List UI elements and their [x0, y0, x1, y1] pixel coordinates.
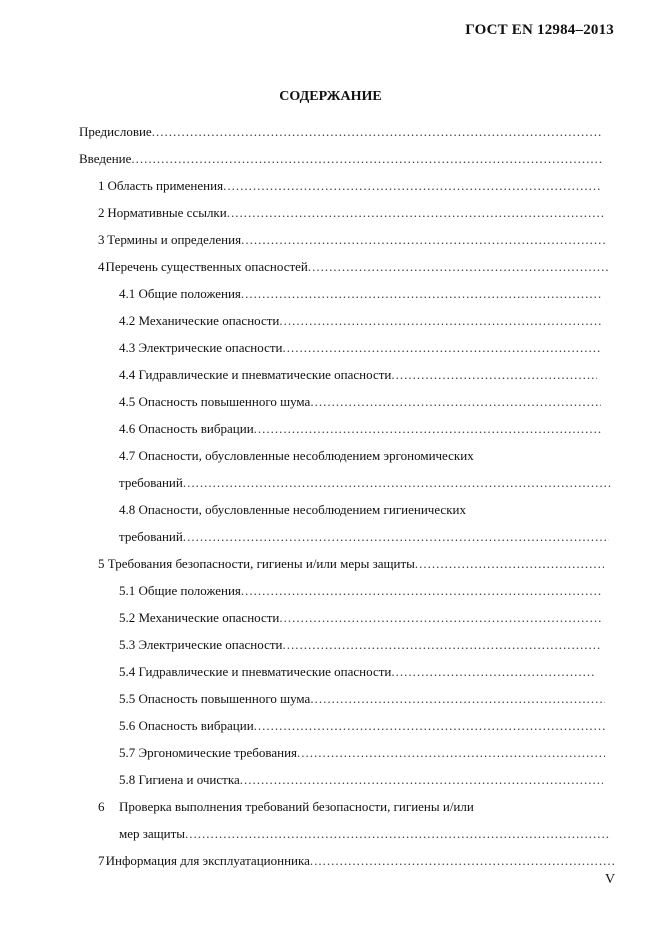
toc-leader-dots	[183, 523, 609, 550]
page-number: V	[605, 872, 616, 887]
toc-leader-dots	[310, 685, 605, 712]
toc-entry-section-6[interactable]	[98, 793, 578, 820]
toc-entry-text: Требования безопасности, гигиены и/или меры защиты	[104, 556, 415, 571]
toc-entry-text: 5.5 Опасность повышенного шума	[119, 691, 311, 706]
toc-entry-text: 5.6 Опасность вибрации	[119, 718, 254, 733]
toc-entry-text: 4.4 Гидравлические и пневматические опасности	[119, 367, 392, 382]
toc-leader-dots	[283, 631, 602, 658]
toc-leader-dots	[240, 766, 603, 793]
toc-section-number: 7	[98, 853, 105, 868]
toc-leader-dots	[241, 577, 601, 604]
toc-entry-subsection[interactable]	[119, 712, 605, 739]
toc-leader-dots	[223, 172, 602, 199]
toc-entry-subsection[interactable]	[119, 388, 601, 415]
toc-leader-dots	[297, 739, 605, 766]
toc-leader-dots	[254, 712, 605, 739]
toc-leader-dots	[308, 253, 608, 280]
toc-entry-subsection[interactable]	[119, 739, 605, 766]
toc-entry-introduction[interactable]	[79, 145, 602, 172]
toc-entry-subsection-continued[interactable]	[119, 469, 611, 496]
toc-entry-section-3[interactable]	[98, 226, 606, 253]
toc-entry-text: 5.2 Механические опасности	[119, 610, 280, 625]
toc-section-number: 6	[98, 799, 105, 814]
toc-leader-dots	[185, 820, 611, 847]
toc-entry-subsection[interactable]	[119, 334, 601, 361]
toc-leader-dots	[152, 118, 602, 145]
toc-entry-text: 4.6 Опасность вибрации	[119, 421, 254, 436]
toc-entry-section-7[interactable]	[98, 847, 614, 874]
toc-entry-subsection[interactable]	[119, 307, 601, 334]
toc-entry-subsection[interactable]	[119, 442, 569, 469]
toc-leader-dots	[415, 550, 604, 577]
toc-entry-text: требований	[119, 529, 183, 544]
toc-leader-dots	[241, 226, 606, 253]
toc-entry-text: 4.1 Общие положения	[119, 286, 241, 301]
toc-entry-section-2[interactable]	[98, 199, 604, 226]
toc-entry-subsection-continued[interactable]	[119, 523, 609, 550]
toc-entry-text: 5.8 Гигиена и очистка	[119, 772, 240, 787]
toc-entry-subsection[interactable]	[119, 631, 601, 658]
toc-entry-text: 4.2 Механические опасности	[119, 313, 280, 328]
toc-entry-text: Перечень существенных опасностей	[105, 259, 308, 274]
toc-leader-dots	[310, 847, 614, 874]
toc-leader-dots	[183, 469, 611, 496]
toc-leader-dots	[310, 388, 601, 415]
toc-entry-text: Предисловие	[79, 124, 152, 139]
toc-leader-dots	[227, 199, 604, 226]
toc-section-number: 4	[98, 259, 105, 274]
toc-entry-text: мер защиты	[119, 826, 186, 841]
toc-leader-dots	[391, 361, 597, 388]
toc-entry-section-4[interactable]	[98, 253, 608, 280]
toc-entry-section-5[interactable]	[98, 550, 604, 577]
toc-entry-preface[interactable]	[79, 118, 602, 145]
toc-leader-dots	[131, 145, 602, 172]
toc-entry-text: 4.8 Опасности, обусловленные несоблюдением гигиенических	[119, 502, 466, 517]
toc-section-number: 3	[98, 232, 105, 247]
toc-leader-dots	[391, 658, 595, 685]
toc-section-number: 5	[98, 556, 105, 571]
toc-entry-text: 5.1 Общие положения	[119, 583, 241, 598]
toc-entry-text: Проверка выполнения требований безопасности, гигиены и/или	[119, 799, 474, 814]
toc-section-number: 2	[98, 205, 105, 220]
toc-section-number: 1	[98, 178, 105, 193]
toc-leader-dots	[254, 415, 601, 442]
toc-entry-subsection[interactable]	[119, 685, 605, 712]
toc-entry-subsection[interactable]	[119, 496, 569, 523]
toc-entry-section-1[interactable]	[98, 172, 602, 199]
toc-entry-section-6-continued[interactable]	[119, 820, 611, 847]
toc-entry-text: 5.3 Электрические опасности	[119, 637, 283, 652]
toc-leader-dots	[283, 334, 602, 361]
toc-entry-text: Область применения	[107, 178, 224, 193]
toc-entry-subsection[interactable]	[119, 658, 595, 685]
toc-entry-text: 5.7 Эргономические требования	[119, 745, 298, 760]
toc-entry-text: 4.7 Опасности, обусловленные несоблюдением эргономических	[119, 448, 474, 463]
toc-entry-text: 4.5 Опасность повышенного шума	[119, 394, 311, 409]
toc-entry-subsection[interactable]	[119, 280, 603, 307]
toc-entry-subsection[interactable]	[119, 415, 601, 442]
document-code-header: ГОСТ EN 12984–2013	[465, 22, 614, 38]
toc-entry-text: требований	[119, 475, 183, 490]
toc-entry-subsection[interactable]	[119, 577, 601, 604]
toc-entry-text: Нормативные ссылки	[107, 205, 227, 220]
toc-leader-dots	[279, 604, 601, 631]
toc-entry-text: 5.4 Гидравлические и пневматические опасности	[119, 664, 392, 679]
toc-leader-dots	[279, 307, 601, 334]
toc-entry-text: Термины и определения	[107, 232, 242, 247]
toc-entry-subsection[interactable]	[119, 361, 597, 388]
toc-entry-text: Информация для эксплуатационника	[105, 853, 310, 868]
toc-entry-subsection[interactable]	[119, 766, 603, 793]
toc-entry-subsection[interactable]	[119, 604, 601, 631]
contents-title: СОДЕРЖАНИЕ	[279, 89, 382, 104]
toc-entry-text: 4.3 Электрические опасности	[119, 340, 283, 355]
toc-entry-text: Введение	[79, 151, 132, 166]
toc-leader-dots	[241, 280, 603, 307]
